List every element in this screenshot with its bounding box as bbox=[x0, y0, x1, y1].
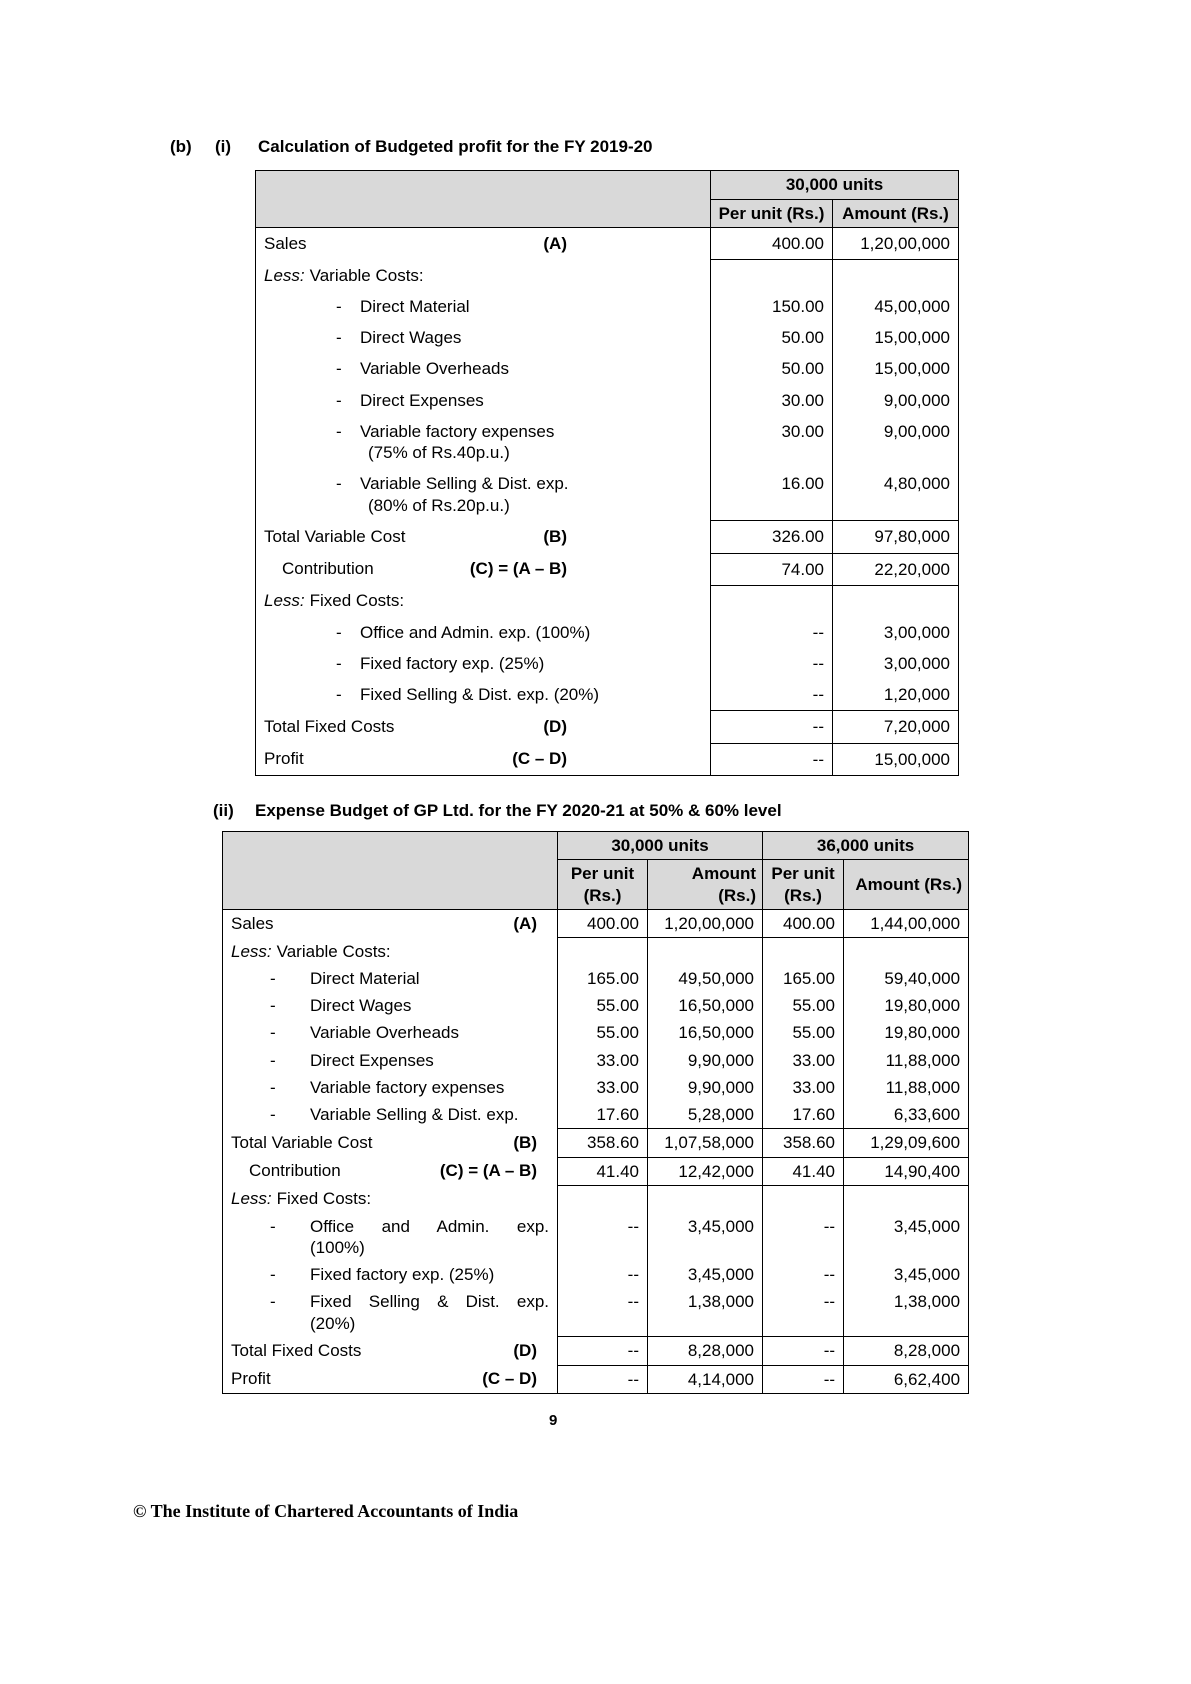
row-label-cell bbox=[256, 648, 711, 679]
value-cell: 3,00,000 bbox=[833, 617, 959, 648]
table-row bbox=[256, 322, 959, 353]
group-label-line bbox=[264, 590, 702, 611]
row-label-cell bbox=[256, 468, 711, 521]
item-line bbox=[264, 473, 702, 494]
row-code: (D) bbox=[513, 1340, 537, 1360]
item-note: (75% of Rs.40p.u.) bbox=[368, 443, 510, 462]
label-line bbox=[264, 558, 702, 579]
value-cell bbox=[558, 938, 648, 965]
label-line bbox=[264, 748, 702, 769]
item-label: Direct Material bbox=[360, 296, 470, 316]
table-row bbox=[256, 260, 959, 291]
value-cell: 22,20,000 bbox=[833, 553, 959, 585]
row-label-cell bbox=[256, 743, 711, 775]
item-line bbox=[264, 684, 702, 705]
row-label: Profit bbox=[264, 749, 304, 768]
value-cell: -- bbox=[711, 679, 833, 711]
table-row bbox=[223, 1365, 969, 1393]
value-cell: 33.00 bbox=[558, 1047, 648, 1074]
table-row bbox=[223, 1261, 969, 1288]
value-cell: 17.60 bbox=[763, 1101, 844, 1129]
value-cell: 15,00,000 bbox=[833, 353, 959, 384]
table-row bbox=[223, 1213, 969, 1262]
row-code: (A) bbox=[543, 233, 567, 253]
row-label-cell bbox=[256, 521, 711, 553]
item-dash: - bbox=[336, 685, 342, 704]
label-line bbox=[231, 1340, 549, 1361]
item-label: Variable Selling & Dist. exp. bbox=[310, 1105, 519, 1124]
value-cell: 3,45,000 bbox=[844, 1261, 969, 1288]
table-row bbox=[223, 1074, 969, 1101]
item-line bbox=[264, 622, 702, 643]
row-label: Total Variable Cost bbox=[264, 526, 406, 546]
value-cell: 11,88,000 bbox=[844, 1047, 969, 1074]
row-label-cell bbox=[223, 1019, 558, 1046]
value-cell: -- bbox=[558, 1365, 648, 1393]
row-label-cell bbox=[223, 1261, 558, 1288]
copyright-notice: © The Institute of Chartered Accountants of India bbox=[133, 1501, 519, 1521]
expense-budget-table bbox=[222, 831, 969, 1394]
item-dash: - bbox=[270, 1077, 276, 1097]
row-code: (B) bbox=[513, 1132, 537, 1152]
table1-header bbox=[256, 171, 959, 228]
less-prefix: Less: bbox=[231, 1189, 272, 1209]
item-dash: - bbox=[336, 653, 342, 673]
value-cell: 9,90,000 bbox=[648, 1047, 763, 1074]
item-dash: - bbox=[336, 296, 342, 316]
group-label-line bbox=[231, 941, 549, 962]
value-cell: -- bbox=[763, 1261, 844, 1288]
item-line bbox=[264, 327, 702, 348]
value-cell: -- bbox=[763, 1213, 844, 1262]
value-cell: -- bbox=[711, 648, 833, 679]
heading-title-i: Calculation of Budgeted profit for the FY 2019-20 bbox=[258, 137, 653, 156]
row-label-cell bbox=[256, 353, 711, 384]
item-dash: - bbox=[336, 474, 342, 494]
row-code: (C – D) bbox=[482, 1369, 537, 1388]
value-cell: 16.00 bbox=[711, 468, 833, 521]
item-label: Variable Overheads bbox=[360, 359, 509, 379]
item-label: Direct Material bbox=[310, 968, 420, 988]
row-label: Profit bbox=[231, 1369, 271, 1388]
item-label: Fixed factory exp. (25%) bbox=[310, 1265, 495, 1284]
value-cell: 400.00 bbox=[711, 227, 833, 259]
row-label-cell bbox=[256, 260, 711, 291]
row-code: (C – D) bbox=[512, 749, 567, 768]
row-label: Sales bbox=[264, 233, 307, 253]
value-cell: 1,20,00,000 bbox=[833, 227, 959, 259]
item-label: Variable factory expenses bbox=[310, 1077, 505, 1097]
value-cell: 16,50,000 bbox=[648, 992, 763, 1019]
item-dash: - bbox=[336, 359, 342, 379]
row-label: Sales bbox=[231, 913, 274, 933]
item-label: Variable factory expenses bbox=[360, 421, 555, 441]
item-line bbox=[264, 421, 702, 442]
table-row bbox=[256, 743, 959, 775]
value-cell: 165.00 bbox=[558, 965, 648, 992]
item-line bbox=[231, 968, 549, 989]
value-cell: 8,28,000 bbox=[648, 1337, 763, 1365]
value-cell: 3,45,000 bbox=[844, 1213, 969, 1262]
item-dash: - bbox=[336, 622, 342, 642]
group-label: Variable Costs: bbox=[276, 941, 391, 961]
value-cell: 1,20,000 bbox=[833, 679, 959, 711]
value-cell: 4,14,000 bbox=[648, 1365, 763, 1393]
group-label: Variable Costs: bbox=[309, 265, 424, 285]
item-dash: - bbox=[336, 328, 342, 347]
value-cell bbox=[763, 1185, 844, 1212]
value-cell: 3,45,000 bbox=[648, 1261, 763, 1288]
value-cell bbox=[648, 1185, 763, 1212]
value-cell: -- bbox=[763, 1288, 844, 1337]
item-label: Variable Selling & Dist. exp. bbox=[360, 474, 569, 494]
item-label: Office and Admin. exp. bbox=[310, 1216, 549, 1236]
value-cell: 49,50,000 bbox=[648, 965, 763, 992]
table-row bbox=[256, 553, 959, 585]
value-cell: 11,88,000 bbox=[844, 1074, 969, 1101]
value-cell: 4,80,000 bbox=[833, 468, 959, 521]
table-row bbox=[256, 648, 959, 679]
row-code: (B) bbox=[543, 526, 567, 546]
value-cell: 1,44,00,000 bbox=[844, 909, 969, 937]
item-dash: - bbox=[270, 968, 276, 988]
table-row bbox=[223, 1129, 969, 1157]
table-row bbox=[223, 1185, 969, 1212]
per-unit-header-1: Per unit (Rs.) bbox=[558, 860, 648, 910]
less-prefix: Less: bbox=[231, 941, 272, 961]
value-cell: 19,80,000 bbox=[844, 992, 969, 1019]
item-dash: - bbox=[270, 1050, 276, 1070]
row-label-cell bbox=[223, 909, 558, 937]
row-code: (A) bbox=[513, 913, 537, 933]
value-cell: 41.40 bbox=[558, 1157, 648, 1185]
value-cell: 50.00 bbox=[711, 353, 833, 384]
value-cell bbox=[844, 1185, 969, 1212]
value-cell: 30.00 bbox=[711, 385, 833, 416]
table-row bbox=[223, 1047, 969, 1074]
corner-header-cell bbox=[223, 832, 558, 910]
value-cell bbox=[558, 1185, 648, 1212]
row-label-cell bbox=[223, 1337, 558, 1365]
row-label-cell bbox=[223, 992, 558, 1019]
row-label-cell bbox=[256, 227, 711, 259]
item-label: Direct Expenses bbox=[360, 390, 484, 410]
row-label: Total Fixed Costs bbox=[231, 1340, 362, 1360]
row-label-cell bbox=[223, 965, 558, 992]
item-label: Variable Overheads bbox=[310, 1023, 459, 1043]
value-cell: 358.60 bbox=[763, 1129, 844, 1157]
item-line bbox=[264, 653, 702, 674]
item-dash: - bbox=[336, 421, 342, 441]
value-cell: 97,80,000 bbox=[833, 521, 959, 553]
label-line bbox=[231, 1160, 549, 1181]
value-cell: 165.00 bbox=[763, 965, 844, 992]
item-label: Direct Wages bbox=[310, 996, 412, 1015]
row-label-cell bbox=[223, 1157, 558, 1185]
row-label-cell bbox=[223, 938, 558, 965]
section-label-b: (b) bbox=[170, 137, 192, 156]
row-label-cell bbox=[223, 1288, 558, 1337]
item-label: Fixed factory exp. (25%) bbox=[360, 653, 545, 673]
table2-header bbox=[223, 832, 969, 910]
row-label-cell bbox=[256, 617, 711, 648]
value-cell: 9,00,000 bbox=[833, 385, 959, 416]
group-label-line bbox=[231, 1188, 549, 1209]
table-row bbox=[256, 291, 959, 322]
value-cell: -- bbox=[711, 743, 833, 775]
table-row bbox=[223, 992, 969, 1019]
value-cell: 1,20,00,000 bbox=[648, 909, 763, 937]
units-group-header: 30,000 units bbox=[711, 171, 959, 199]
value-cell: 33.00 bbox=[763, 1047, 844, 1074]
value-cell bbox=[648, 938, 763, 965]
table-row bbox=[223, 909, 969, 937]
corner-header-cell bbox=[256, 171, 711, 228]
section-heading-ii bbox=[213, 800, 1191, 821]
table-row bbox=[256, 468, 959, 521]
item-line bbox=[231, 1050, 549, 1071]
value-cell bbox=[711, 585, 833, 616]
value-cell: 15,00,000 bbox=[833, 743, 959, 775]
item-dash: - bbox=[270, 1292, 276, 1312]
item-label: Fixed Selling & Dist. exp. bbox=[310, 1292, 549, 1312]
row-label: Total Fixed Costs bbox=[264, 716, 395, 736]
value-cell: 150.00 bbox=[711, 291, 833, 322]
value-cell bbox=[711, 260, 833, 291]
item-note: (100%) bbox=[310, 1237, 365, 1257]
row-label-cell bbox=[256, 291, 711, 322]
row-label-cell bbox=[256, 585, 711, 616]
value-cell bbox=[833, 585, 959, 616]
label-line bbox=[264, 233, 702, 254]
row-label-cell bbox=[223, 1074, 558, 1101]
table-row bbox=[256, 416, 959, 469]
item-line bbox=[231, 1077, 549, 1098]
value-cell: 7,20,000 bbox=[833, 711, 959, 743]
item-line bbox=[264, 296, 702, 317]
table-row bbox=[223, 1157, 969, 1185]
item-dash: - bbox=[270, 1023, 276, 1043]
value-cell: -- bbox=[763, 1365, 844, 1393]
value-cell: 400.00 bbox=[763, 909, 844, 937]
value-cell: 326.00 bbox=[711, 521, 833, 553]
less-prefix: Less: bbox=[264, 591, 305, 611]
item-dash: - bbox=[270, 996, 276, 1015]
row-label-cell bbox=[223, 1365, 558, 1393]
value-cell: 41.40 bbox=[763, 1157, 844, 1185]
value-cell: -- bbox=[558, 1288, 648, 1337]
row-label-cell bbox=[223, 1101, 558, 1129]
value-cell: -- bbox=[558, 1261, 648, 1288]
item-label: Direct Wages bbox=[360, 328, 462, 347]
item-line bbox=[231, 1022, 549, 1043]
row-label: Contribution bbox=[282, 559, 374, 578]
value-cell: 1,38,000 bbox=[648, 1288, 763, 1337]
row-label: Total Variable Cost bbox=[231, 1132, 373, 1152]
table1-body bbox=[256, 227, 959, 775]
value-cell: 5,28,000 bbox=[648, 1101, 763, 1129]
item-label: Office and Admin. exp. (100%) bbox=[360, 622, 591, 642]
less-prefix: Less: bbox=[264, 265, 305, 285]
row-code: (D) bbox=[543, 716, 567, 736]
amount-header-1: Amount (Rs.) bbox=[648, 860, 763, 910]
row-label-cell bbox=[256, 553, 711, 585]
value-cell: 6,62,400 bbox=[844, 1365, 969, 1393]
item-line bbox=[231, 1216, 549, 1237]
value-cell: 14,90,400 bbox=[844, 1157, 969, 1185]
row-label-cell bbox=[256, 322, 711, 353]
heading-title-ii: Expense Budget of GP Ltd. for the FY 2020-21 at 50% & 60% level bbox=[255, 800, 782, 820]
value-cell bbox=[763, 938, 844, 965]
value-cell: 17.60 bbox=[558, 1101, 648, 1129]
value-cell: -- bbox=[711, 711, 833, 743]
value-cell: 55.00 bbox=[763, 1019, 844, 1046]
value-cell: 55.00 bbox=[558, 1019, 648, 1046]
item-dash: - bbox=[336, 390, 342, 410]
item-dash: - bbox=[270, 1216, 276, 1236]
value-cell: 1,29,09,600 bbox=[844, 1129, 969, 1157]
item-dash: - bbox=[270, 1105, 276, 1124]
amount-header: Amount (Rs.) bbox=[833, 199, 959, 227]
item-note: (20%) bbox=[310, 1313, 356, 1333]
value-cell: -- bbox=[711, 617, 833, 648]
table-row bbox=[256, 385, 959, 416]
item-line bbox=[231, 1291, 549, 1312]
value-cell: 1,07,58,000 bbox=[648, 1129, 763, 1157]
value-cell bbox=[844, 938, 969, 965]
value-cell: 50.00 bbox=[711, 322, 833, 353]
item-label: Fixed Selling & Dist. exp. (20%) bbox=[360, 685, 600, 704]
table-row bbox=[256, 227, 959, 259]
row-label-cell bbox=[223, 1129, 558, 1157]
item-line bbox=[264, 390, 702, 411]
item-label: Direct Expenses bbox=[310, 1050, 434, 1070]
value-cell: 15,00,000 bbox=[833, 322, 959, 353]
value-cell: 12,42,000 bbox=[648, 1157, 763, 1185]
label-line bbox=[264, 526, 702, 547]
section-label-i: (i) bbox=[215, 137, 232, 156]
table-row bbox=[223, 1288, 969, 1337]
label-line bbox=[264, 716, 702, 737]
row-label-cell bbox=[256, 385, 711, 416]
section-heading-i bbox=[170, 136, 1191, 157]
group-label: Fixed Costs: bbox=[276, 1189, 372, 1209]
value-cell: 8,28,000 bbox=[844, 1337, 969, 1365]
row-label: Contribution bbox=[249, 1161, 341, 1180]
row-label-cell bbox=[223, 1213, 558, 1262]
value-cell: -- bbox=[558, 1337, 648, 1365]
table-row bbox=[256, 353, 959, 384]
item-line bbox=[231, 1104, 549, 1125]
value-cell: -- bbox=[558, 1213, 648, 1262]
units-group-header-36000: 36,000 units bbox=[763, 832, 969, 860]
table-row bbox=[256, 679, 959, 711]
value-cell: 45,00,000 bbox=[833, 291, 959, 322]
item-note: (80% of Rs.20p.u.) bbox=[368, 495, 510, 515]
budgeted-profit-table bbox=[255, 170, 959, 776]
table-row bbox=[256, 711, 959, 743]
row-code: (C) = (A – B) bbox=[469, 559, 567, 578]
table-row bbox=[256, 585, 959, 616]
value-cell: 30.00 bbox=[711, 416, 833, 469]
per-unit-header: Per unit (Rs.) bbox=[711, 199, 833, 227]
value-cell: 59,40,000 bbox=[844, 965, 969, 992]
row-code: (C) = (A – B) bbox=[439, 1161, 537, 1180]
table-row bbox=[223, 1019, 969, 1046]
value-cell: 55.00 bbox=[763, 992, 844, 1019]
value-cell: 358.60 bbox=[558, 1129, 648, 1157]
group-label-line bbox=[264, 265, 702, 286]
value-cell: 33.00 bbox=[558, 1074, 648, 1101]
value-cell: 33.00 bbox=[763, 1074, 844, 1101]
value-cell: 400.00 bbox=[558, 909, 648, 937]
row-label-cell bbox=[256, 416, 711, 469]
value-cell: -- bbox=[763, 1337, 844, 1365]
amount-header-2: Amount (Rs.) bbox=[844, 860, 969, 910]
table2-body bbox=[223, 909, 969, 1393]
value-cell: 55.00 bbox=[558, 992, 648, 1019]
item-dash: - bbox=[270, 1265, 276, 1284]
value-cell: 9,90,000 bbox=[648, 1074, 763, 1101]
units-group-header-30000: 30,000 units bbox=[558, 832, 763, 860]
row-label-cell bbox=[256, 679, 711, 711]
value-cell: 3,45,000 bbox=[648, 1213, 763, 1262]
table-row bbox=[256, 521, 959, 553]
item-line bbox=[231, 995, 549, 1016]
table-row bbox=[223, 1101, 969, 1129]
table-row bbox=[223, 1337, 969, 1365]
row-label-cell bbox=[223, 1047, 558, 1074]
value-cell: 16,50,000 bbox=[648, 1019, 763, 1046]
label-line bbox=[231, 1132, 549, 1153]
per-unit-header-2: Per unit (Rs.) bbox=[763, 860, 844, 910]
value-cell: 1,38,000 bbox=[844, 1288, 969, 1337]
section-label-ii: (ii) bbox=[213, 800, 234, 820]
value-cell: 3,00,000 bbox=[833, 648, 959, 679]
group-label: Fixed Costs: bbox=[309, 591, 405, 611]
table-row bbox=[223, 938, 969, 965]
table-row bbox=[256, 617, 959, 648]
value-cell: 6,33,600 bbox=[844, 1101, 969, 1129]
page-number: 9 bbox=[549, 1411, 558, 1429]
value-cell: 74.00 bbox=[711, 553, 833, 585]
label-line bbox=[231, 913, 549, 934]
value-cell: 19,80,000 bbox=[844, 1019, 969, 1046]
value-cell bbox=[833, 260, 959, 291]
label-line bbox=[231, 1368, 549, 1389]
row-label-cell bbox=[223, 1185, 558, 1212]
row-label-cell bbox=[256, 711, 711, 743]
item-line bbox=[231, 1264, 549, 1285]
table-row bbox=[223, 965, 969, 992]
value-cell: 9,00,000 bbox=[833, 416, 959, 469]
item-line bbox=[264, 358, 702, 379]
